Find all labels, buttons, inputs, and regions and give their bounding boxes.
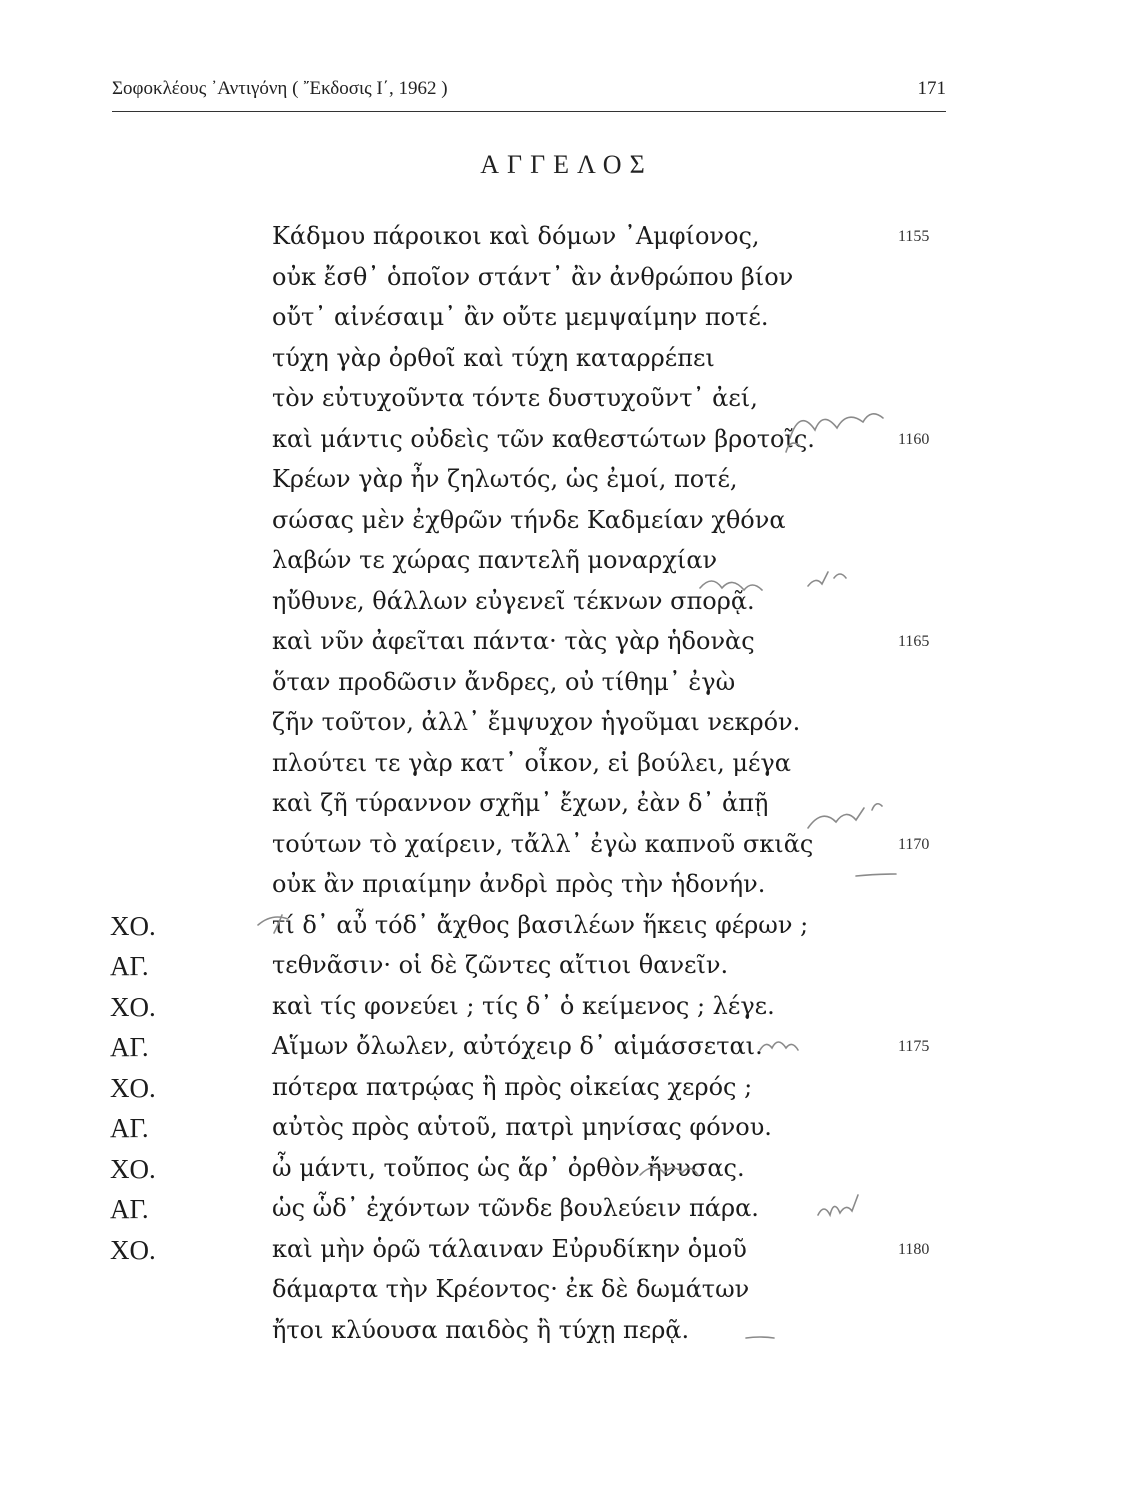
line-number: 1170 bbox=[898, 835, 930, 853]
verse-line bbox=[0, 263, 1133, 301]
verse-text: λαβών τε χώρας παντελῆ μοναρχίαν bbox=[272, 546, 718, 574]
line-number: 1160 bbox=[898, 430, 930, 448]
verse-text: Αἵμων ὄλωλεν, αὐτόχειρ δ᾿ αἱμάσσεται. bbox=[272, 1032, 763, 1060]
speaker-label: ΧΟ. bbox=[110, 1234, 156, 1265]
verse-line bbox=[0, 303, 1133, 341]
speaker-heading: ΑΓΓΕΛΟΣ bbox=[480, 150, 653, 179]
verse-line bbox=[0, 1154, 1133, 1192]
verse-line bbox=[0, 222, 1133, 260]
verse-text: τεθνᾶσιν· οἱ δὲ ζῶντες αἴτιοι θανεῖν. bbox=[272, 951, 729, 979]
line-number: 1180 bbox=[898, 1240, 930, 1258]
verse-line bbox=[0, 587, 1133, 625]
verse-line bbox=[0, 344, 1133, 382]
verse-text: τούτων τὸ χαίρειν, τἄλλ᾿ ἐγὼ καπνοῦ σκιᾶς bbox=[272, 829, 814, 858]
verse-line bbox=[0, 1032, 1133, 1070]
verse-line bbox=[0, 1113, 1133, 1151]
verse-text: δάμαρτα τὴν Κρέοντος· ἐκ δὲ δωμάτων bbox=[272, 1275, 750, 1303]
verse-line bbox=[0, 870, 1133, 908]
verse-text: οὔτ᾿ αἰνέσαιμ᾿ ἂν οὔτε μεμψαίμην ποτέ. bbox=[272, 303, 769, 331]
verse-text: ὅταν προδῶσιν ἄνδρες, οὐ τίθημ᾿ ἐγὼ bbox=[272, 667, 736, 696]
verse-text: ζῆν τοῦτον, ἀλλ᾿ ἔμψυχον ἡγοῦμαι νεκρόν. bbox=[272, 708, 801, 736]
verse-line bbox=[0, 465, 1133, 503]
verse-text: σώσας μὲν ἐχθρῶν τήνδε Καδμείαν χθόνα bbox=[272, 505, 786, 534]
verse-line bbox=[0, 627, 1133, 665]
speaker-label: ΧΟ. bbox=[110, 1072, 156, 1103]
verse-text: αὐτὸς πρὸς αὑτοῦ, πατρὶ μηνίσας φόνου. bbox=[272, 1113, 772, 1141]
verse-line bbox=[0, 911, 1133, 949]
speaker-label: ΧΟ. bbox=[110, 991, 156, 1022]
speaker-label: ΑΓ. bbox=[110, 1194, 149, 1224]
verse-line bbox=[0, 708, 1133, 746]
running-title: Σοφοκλέους ᾿Αντιγόνη ( ῎Εκδοσις Ι΄, 1962 ) bbox=[112, 78, 448, 99]
verse-text: ηὔθυνε, θάλλων εὐγενεῖ τέκνων σπορᾷ. bbox=[272, 586, 755, 615]
speaker-label: ΑΓ. bbox=[110, 1113, 149, 1143]
verse-line bbox=[0, 506, 1133, 544]
speaker-label: ΧΟ. bbox=[110, 910, 156, 941]
line-number: 1155 bbox=[898, 228, 930, 245]
verse-line bbox=[0, 1316, 1133, 1354]
line-number: 1165 bbox=[898, 633, 930, 650]
verse-text: οὐκ ἔσθ᾿ ὁποῖον στάντ᾿ ἂν ἀνθρώπου βίον bbox=[272, 262, 794, 291]
verse-text: καὶ νῦν ἀφεῖται πάντα· τὰς γὰρ ἡδονὰς bbox=[272, 627, 755, 655]
verse-text: ὦ μάντι, τοὔπος ὡς ἄρ᾿ ὀρθὸν ἤνυσας. bbox=[272, 1153, 745, 1182]
header-rule bbox=[112, 111, 946, 112]
verse-line bbox=[0, 749, 1133, 787]
verse-text: ἤτοι κλύουσα παιδὸς ἢ τύχῃ περᾷ. bbox=[272, 1315, 690, 1344]
verse-text: καὶ τίς φονεύει ; τίς δ᾿ ὁ κείμενος ; λέγε. bbox=[272, 991, 775, 1020]
verse-text: τύχη γὰρ ὀρθοῖ καὶ τύχη καταρρέπει bbox=[272, 343, 715, 372]
verse-line bbox=[0, 992, 1133, 1030]
verse-text: πλούτει τε γὰρ κατ᾿ οἶκον, εἰ βούλει, μέγα bbox=[272, 748, 791, 777]
verse-line bbox=[0, 789, 1133, 827]
verse-line bbox=[0, 1073, 1133, 1111]
speaker-label: ΑΓ. bbox=[110, 951, 149, 981]
running-head bbox=[112, 78, 946, 100]
verse-line bbox=[0, 1275, 1133, 1313]
verse-line bbox=[0, 668, 1133, 706]
verse-text: τὸν εὐτυχοῦντα τόντε δυστυχοῦντ᾿ ἀεί, bbox=[272, 384, 758, 412]
verse-line bbox=[0, 830, 1133, 868]
verse-line bbox=[0, 951, 1133, 989]
line-number: 1175 bbox=[898, 1038, 930, 1055]
speaker-label: ΑΓ. bbox=[110, 1032, 149, 1062]
verse-text: πότερα πατρῴας ἢ πρὸς οἰκείας χερός ; bbox=[272, 1072, 753, 1101]
verse-line bbox=[0, 384, 1133, 422]
verse-text: ὡς ὧδ᾿ ἐχόντων τῶνδε βουλεύειν πάρα. bbox=[272, 1194, 759, 1222]
verse-text: Κάδμου πάροικοι καὶ δόμων ᾿Αμφίονος, bbox=[272, 222, 760, 250]
verse-text: Κρέων γὰρ ἦν ζηλωτός, ὡς ἐμοί, ποτέ, bbox=[272, 465, 738, 493]
verse-line bbox=[0, 546, 1133, 584]
verse-text: καὶ ζῆ τύραννον σχῆμ᾿ ἔχων, ἐὰν δ᾿ ἀπῇ bbox=[272, 789, 769, 817]
speaker-label: ΧΟ. bbox=[110, 1153, 156, 1184]
verse-line bbox=[0, 425, 1133, 463]
verse-line bbox=[0, 1194, 1133, 1232]
verse-line bbox=[0, 1235, 1133, 1273]
verse-text: οὐκ ἂν πριαίμην ἀνδρὶ πρὸς τὴν ἡδονήν. bbox=[272, 870, 766, 898]
verse-text: τί δ᾿ αὖ τόδ᾿ ἄχθος βασιλέων ἥκεις φέρων ; bbox=[272, 910, 809, 939]
verse-text: καὶ μὴν ὁρῶ τάλαιναν Εὐρυδίκην ὁμοῦ bbox=[272, 1234, 747, 1263]
verse-text: καὶ μάντις οὐδεὶς τῶν καθεστώτων βροτοῖς. bbox=[272, 424, 815, 453]
page-number: 171 bbox=[917, 78, 946, 99]
